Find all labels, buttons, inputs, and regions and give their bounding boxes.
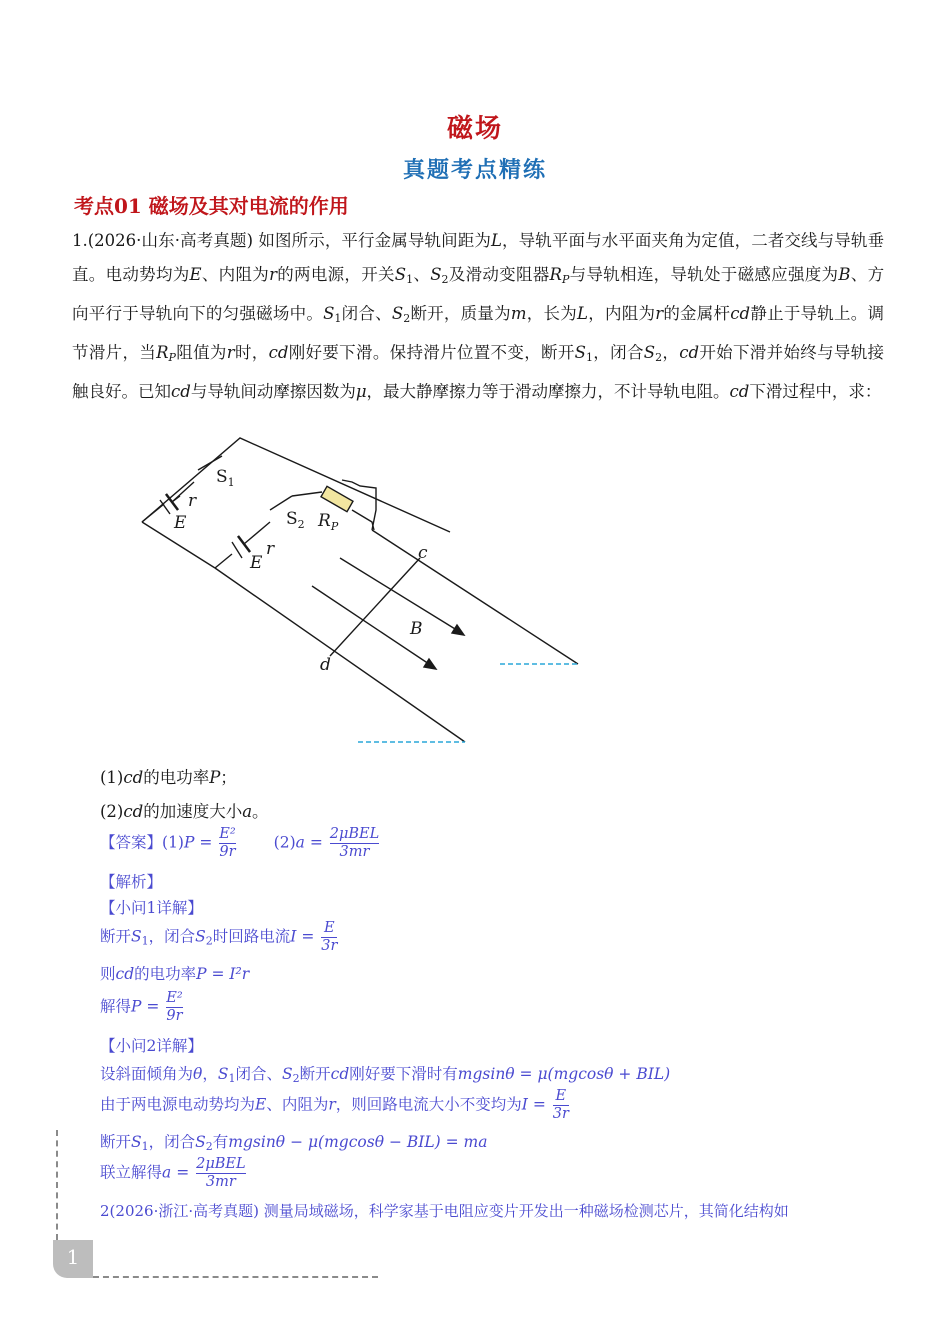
circuit-diagram [120, 430, 600, 760]
label-e1: E [174, 513, 187, 533]
q2-line-1: 设斜面倾角为θ，$S_1$闭合、$S_2$断开cd刚好要下滑时有mgsinθ = μ(mgcosθ + BIL) [100, 1065, 671, 1085]
section-heading: 考点01 磁场及其对电流的作用 [74, 194, 349, 218]
page-title: 磁场 [446, 114, 503, 144]
arrow-head [452, 625, 464, 635]
sub-question-1: (1)cd的电功率P； [100, 768, 237, 787]
q2-line-3: 断开$S_1$，闭合$S_2$有mgsinθ − μ(mgcosθ − BIL) = ma [100, 1133, 488, 1153]
q2-line-2: 由于两电源电动势均为E、内阻为r，则回路电流大小不变均为I = $\frac{E}{3r}$ [100, 1088, 569, 1122]
page-border-bottom [93, 1276, 378, 1278]
label-s1: $S_1$ [216, 467, 235, 489]
label-r2: r [266, 539, 275, 559]
sub-question-2: (2)cd的加速度大小a。 [100, 802, 269, 821]
label-s2: $S_2$ [286, 509, 305, 531]
label-c: c [418, 543, 428, 563]
q1-line-1: 断开$S_1$，闭合$S_2$时回路电流I = $\frac{E}{3r}$ [100, 920, 338, 954]
q1-line-2: 则cd的电功率P = I²r [100, 965, 250, 983]
page-number: 1 [53, 1240, 93, 1278]
answer-line: 【答案】(1)P = $\frac{\text{E²}}{9r}$ (2)a = $\frac{\text{2μBEL}}{3mr}$ [100, 826, 380, 860]
q1-detail-heading: 【小问1详解】 [100, 899, 203, 917]
label-b: B [410, 619, 423, 639]
rail-lower [215, 568, 465, 742]
label-d: d [320, 655, 331, 675]
label-rp: $R_P$ [318, 511, 339, 533]
q2-detail-heading: 【小问2详解】 [100, 1037, 203, 1055]
page-border-left [56, 1130, 58, 1240]
switch-s2 [270, 496, 292, 510]
battery-plate [232, 542, 242, 558]
label-r1: r [188, 491, 197, 511]
q2-line-4: 联立解得a = $\frac{\text{2μBEL}}{3mr}$ [100, 1156, 246, 1190]
q1-line-3: 解得P = $\frac{\text{E²}}{9r}$ [100, 990, 183, 1024]
analysis-heading: 【解析】 [100, 873, 163, 891]
next-question-text: 2(2026·浙江·高考真题) 测量局域磁场，科学家基于电阻应变片开发出一种磁场检测芯片，其简化结构如 [100, 1202, 789, 1220]
question-1-text: 1.(2026·山东·高考真题) 如图所示，平行金属导轨间距为L，导轨平面与水平面夹角为定值，二者交线与导轨垂直。电动势均为E、内阻为r的两电源，开关$S_1$、$S_2$及滑动变阻器$R_P$与导轨相连，导轨处于磁感应强度为B、方向平行于导轨向下的匀强磁场中。$S_1$闭合、$S_2$断开，质量为m，长为L，内阻为r的金属杆cd静止于导轨上。调节滑片，当$R_P$阻值为r时，cd刚好要下滑。保持滑片位置不变，断开$S_1$，闭合$S_2$，cd开始下滑并始终与导轨接触良好。已知cd与导轨间动摩擦因数为μ，最大静摩擦力等于滑动摩擦力，不计导轨电阻。cd下滑过程中，求： [72, 231, 885, 401]
arrow-head [424, 659, 436, 669]
label-e2: E [250, 553, 263, 573]
page-subtitle: 真题考点精练 [402, 157, 547, 183]
rheostat [321, 486, 353, 511]
